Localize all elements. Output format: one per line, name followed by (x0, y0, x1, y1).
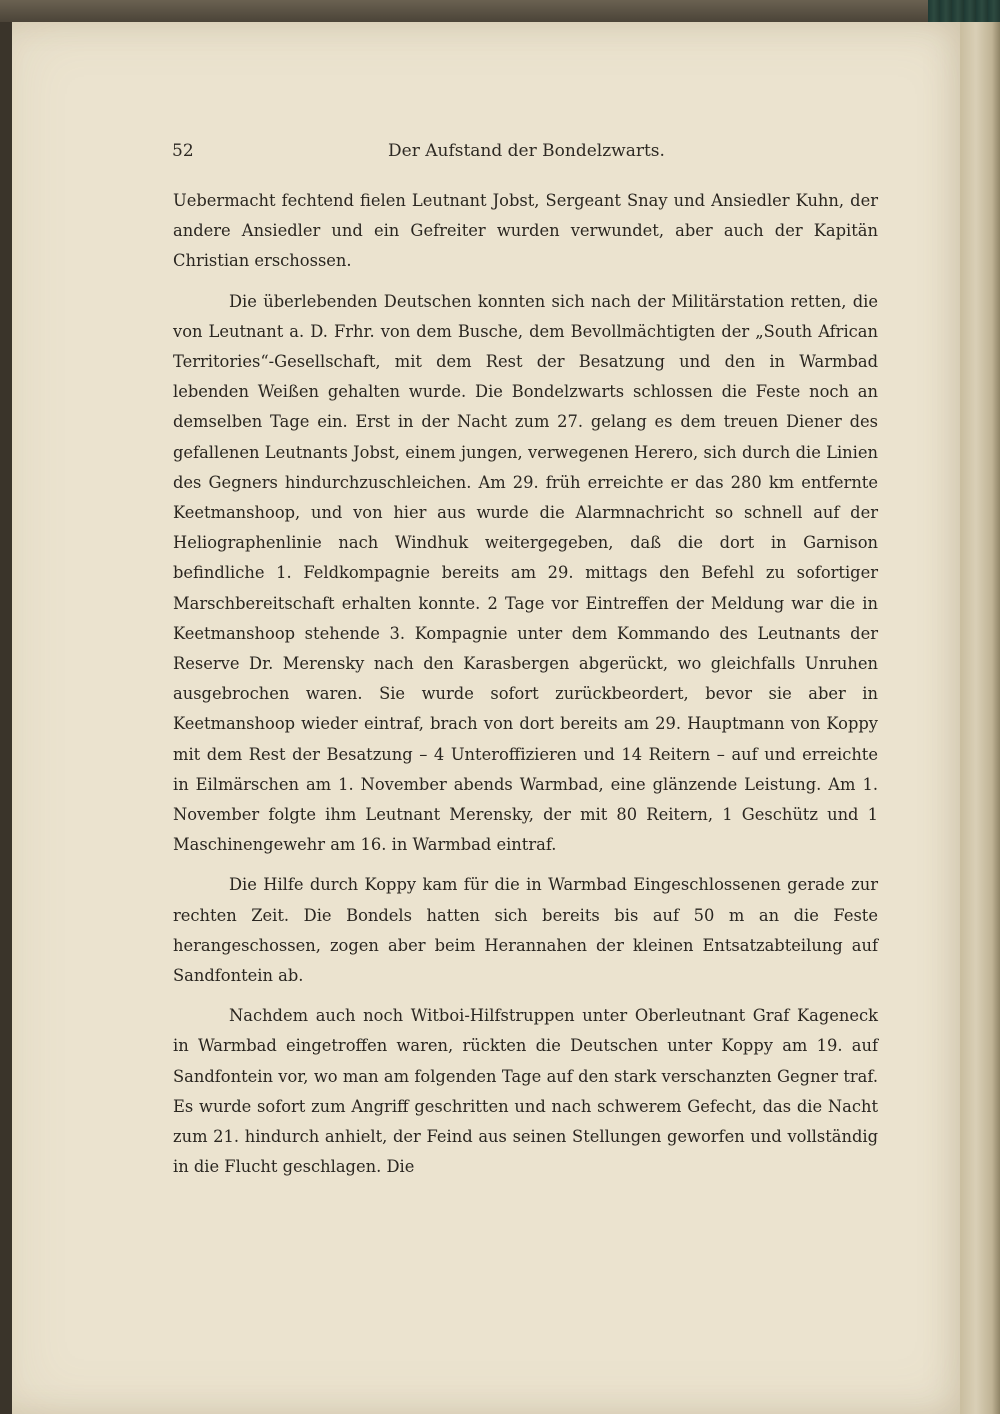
paragraph: Die überlebenden Deutschen konnten sich nach der Militärstation retten, die von Leutnant a. D. Frhr. von dem Busche, dem Bevollmächtigten der „South African Territories“-Gesellschaft, mit dem Rest der Besatzung und den in Warmbad lebenden Weißen gehalten wurde. Die Bondelzwarts schlossen die Feste noch an demselben Tage ein. Erst in der Nacht zum 27. gelang es dem treuen Diener des gefallenen Leutnants Jobst, einem jungen, verwegenen Herero, sich durch die Linien des Gegners hindurchzuschleichen. Am 29. früh erreichte er das 280 km entfernte Keetmanshoop, und von hier aus wurde die Alarmnachricht so schnell auf der Heliographenlinie nach Windhuk weitergegeben, daß die dort in Garnison befindliche 1. Feldkompagnie bereits am 29. mittags den Befehl zu sofortiger Marschbereitschaft erhalten konnte. 2 Tage vor Eintreffen der Meldung war die in Keetmanshoop stehende 3. Kompagnie unter dem Kommando des Leutnants der Reserve Dr. Merensky nach den Karasbergen abgerückt, wo gleichfalls Unruhen ausgebrochen waren. Sie wurde sofort zurückbeordert, bevor sie aber in Keetmanshoop wieder eintraf, brach von dort bereits am 29. Hauptmann von Koppy mit dem Rest der Besatzung – 4 Unteroffizieren und 14 Reitern – auf und erreichte in Eilmärschen am 1. November abends Warmbad, eine glänzende Leistung. Am 1. November folgte ihm Leutnant Merensky, der mit 80 Reitern, 1 Geschütz und 1 Maschinengewehr am 16. in Warmbad eintraf. (173, 291, 878, 855)
page-number: 52 (172, 141, 194, 161)
binding-corner (928, 0, 1000, 24)
body-text (173, 186, 878, 1183)
running-title: Der Aufstand der Bondelzwarts. (388, 141, 665, 161)
scan-top-border (0, 0, 1000, 22)
paragraph: Die Hilfe durch Koppy kam für die in Warmbad Eingeschlossenen gerade zur rechten Zeit. Die Bondels hatten sich bereits bis auf 50 m an die Feste herangeschossen, zogen aber beim Herannahen der kleinen Entsatzabteilung auf Sandfontein ab. (173, 875, 878, 986)
paragraph: Uebermacht fechtend fielen Leutnant Jobst, Sergeant Snay und Ansiedler Kuhn, der andere Ansiedler und ein Gefreiter wurden verwundet, aber auch der Kapitän Christian erschossen. (173, 191, 878, 271)
paragraph: Nachdem auch noch Witboi-Hilfstruppen unter Oberleutnant Graf Kageneck in Warmbad eingetroffen waren, rückten die Deutschen unter Koppy am 19. auf Sandfontein vor, wo man am folgenden Tage auf den stark verschanzten Gegner traf. Es wurde sofort zum Angriff geschritten und nach schwerem Gefecht, das die Nacht zum 21. hindurch anhielt, der Feind aus seinen Stellungen geworfen und vollständig in die Flucht geschlagen. Die (173, 1006, 878, 1177)
page-header (172, 141, 877, 165)
page-edge (960, 22, 1000, 1414)
